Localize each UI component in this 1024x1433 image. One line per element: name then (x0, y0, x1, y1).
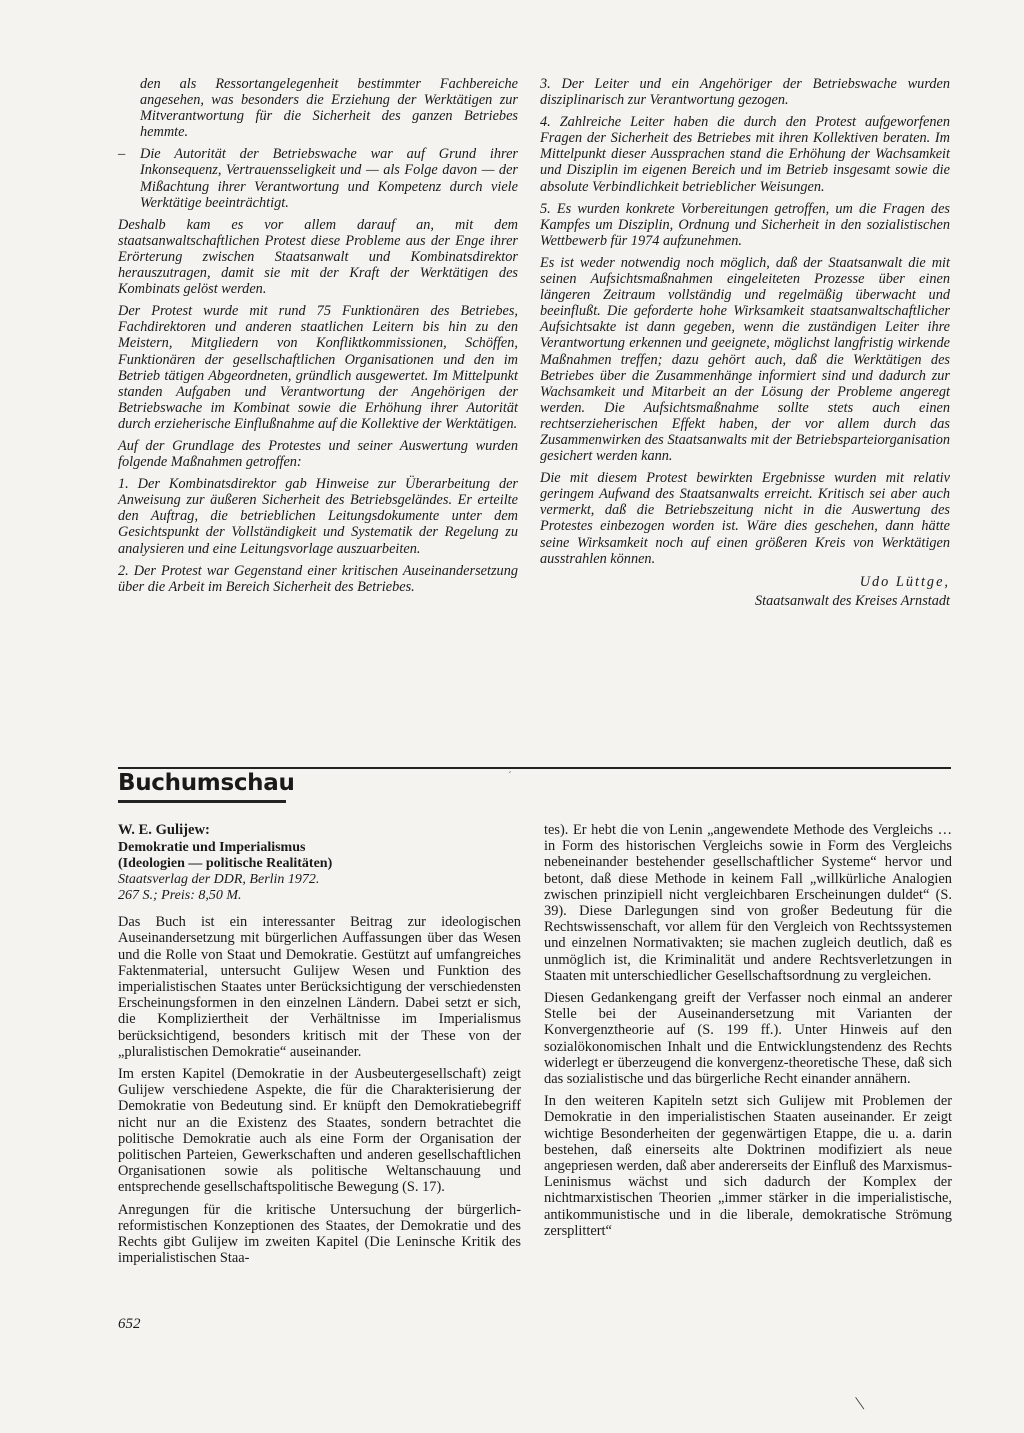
book-publisher (118, 872, 521, 904)
article-author-role: Staatsanwalt des Kreises Arnstadt (754, 592, 950, 609)
review-right-column (544, 822, 952, 1245)
review-paragraph: Anregungen für die kritische Untersuchung der bürgerlich-reformistischen Konzeptionen des Staates, der Demokratie und des Rechts gibt Gulijew im zweiten Kapitel (Die Leninsche Kritik des imperialistischen Staa- (118, 1201, 521, 1267)
review-paragraph: tes). Er hebt die von Lenin „angewendete Methode des Vergleichs … in Form des historischen Vergleichs sowie in Form des Vergleichs nebeneinander bestehender gesellschaftlicher Systeme“ hervor und betont, daß diese Methode in keinem Fall „willkürliche Analogien zwischen prinzipiell nicht vergleichbaren Erscheinungen duldet“ (S. 39). Diese Darlegungen sind von großer Bedeutung für die Rechtswissenschaft, vor allem für den Vergleich von Rechtssystemen und einzelnen Normativakten; sie machen zugleich deutlich, daß es unmöglich ist, die Kriminalität und andere Rechtsverletzungen in Staaten mit unterschiedlicher Gesellschaftsordnung zu vergleichen. (544, 822, 952, 984)
book-publisher-line: Staatsverlag der DDR, Berlin 1972. (118, 872, 320, 888)
article-left-column (118, 76, 518, 601)
stray-mark: ˊ (508, 770, 512, 782)
article-paragraph: Auf der Grundlage des Protestes und seiner Auswertung wurden folgende Maßnahmen getroffen: (118, 437, 518, 471)
book-author: W. E. Gulijew: (118, 822, 210, 838)
review-paragraph: Das Buch ist ein interessanter Beitrag zur ideologischen Auseinandersetzung mit bürgerlichen Auffassungen über das Wesen und die Rolle von Staat und Demokratie. Gestützt auf umfangreiches Faktenmaterial, untersucht Gulijew Wesen und Funktion des imperialistischen Staates unter Berücksichtigung der verschiedensten Erscheinungsformen in den einzelnen Ländern. Dabei setzt er sich, die Kompliziertheit der Verhältnisse im Imperialismus berücksichtigend, besonders kritisch mit der These von der „pluralistischen Demokratie“ auseinander. (118, 914, 521, 1060)
book-title: Demokratie und Imperialismus (118, 840, 306, 856)
corner-mark: | (853, 1394, 866, 1411)
article-right-column (540, 76, 950, 611)
article-list-item: 3. Der Leiter und ein Angehöriger der Betriebswache wurden disziplinarisch zur Verantwortung gezogen. (540, 76, 950, 109)
book-pages-price: 267 S.; Preis: 8,50 M. (118, 888, 242, 904)
article-paragraph: Der Protest wurde mit rund 75 Funktionären des Betriebes, Fachdirektoren und anderen staatlichen Leitern bis hin zu den Meistern, Mitgliedern von Konfliktkommissionen, Schöffen, Funktionären der gesellschaftlichen Organisationen und den im Betrieb tätigen Abgeordneten, gründlich ausgewertet. Im Mittelpunkt standen Aufgaben und Verantwortung der Angehörigen der Betriebswache im Kombinat sowie die Erhöhung ihrer Autorität durch erzieherische Einflußnahme auf die Kollektive der Werktätigen. (118, 303, 518, 432)
article-paragraph: Es ist weder notwendig noch möglich, daß der Staatsanwalt die mit seinen Aufsichtsmaßnahmen eingeleiteten Prozesse über einen längeren Zeitraum vollständig und regelmäßig überwacht und beeinflußt. Die geforderte hohe Wirksamkeit staatsanwaltschaftlicher Aufsichtsakte ist dann gegeben, wenn die zuständigen Leiter ihre Verantwortung erkennen und geeignete, möglichst langfristig wirkende Maßnahmen treffen; dazu gehört auch, daß die Werktätigen des Betriebes über die Zusammenhänge informiert sind und dadurch zur Wachsamkeit und Mitarbeit an der Lösung der Probleme angeregt werden. Die Aufsichtsmaßnahme sollte stets auch einen rechtserzieherischen Effekt haben, der vor allem durch das Zusammenwirken des Staatsanwalts mit der Betriebsparteiorganisation gesichert werden kann. (540, 254, 950, 465)
article-paragraph: Die mit diesem Protest bewirkten Ergebnisse wurden mit relativ geringem Aufwand des Staatsanwalts erreicht. Kritisch sei aber auch vermerkt, daß die Betriebszeitung nicht in die Auswertung des Protestes einbezogen worden ist. Wäre dies geschehen, dann hätte seine Wirksamkeit noch auf einen größeren Kreis von Werktätigen ausstrahlen können. (540, 470, 950, 567)
article-list-item: 1. Der Kombinatsdirektor gab Hinweise zur Überarbeitung der Anweisung zur äußeren Sicherheit des Betriebsgeländes. Er erteilte den Auftrag, die betrieblichen Leitungsdokumente unter dem Gesichtspunkt der Vollständigkeit und Systematik der Regelung zu analysieren und eine Leitungsvorlage auszuarbeiten. (118, 476, 518, 557)
review-paragraph: In den weiteren Kapiteln setzt sich Gulijew mit Problemen der Demokratie in den imperialistischen Staaten auseinander. Er zeigt wichtige Besonderheiten der gegenwärtigen Etappe, die u. a. darin bestehen, daß einerseits alte Doktrinen modifiziert als neue angepriesen werden, daß aber andererseits der Einfluß des Marxismus-Leninismus wächst und sich dadurch der Komplex der nichtmarxistischen Theorien „immer stärker in die imperialistische, antikommunistische und in die liberale, demokratische Strömung zersplittert“ (544, 1093, 952, 1239)
article-list-item: 2. Der Protest war Gegenstand einer kritischen Auseinandersetzung über die Arbeit im Bereich Sicherheit des Betriebes. (118, 562, 518, 595)
article-author-name: Udo Lüttge, (859, 573, 950, 590)
page-number: 652 (118, 1316, 141, 1332)
article-dash-item: – Die Autorität der Betriebswache war auf Grund ihrer Inkonsequenz, Vertrauensseligkeit und — als Folge davon — der Mißachtung ihrer Verantwortung und Kompetenz durch viele Werktätige beeinträchtigt. (118, 146, 518, 210)
book-subtitle: (Ideologien — politische Realitäten) (118, 856, 333, 872)
review-paragraph: Im ersten Kapitel (Demokratie in der Ausbeutergesellschaft) zeigt Gulijew verschiedene Aspekte, die für die Charakterisierung der Demokratie von Bedeutung sind. Er knüpft den Demokratiebegriff nicht nur an die Existenz des Staates, sondern betrachtet die politische Demokratie auch als eine Form der Organisation der politischen Parteien, Gewerkschaften und anderen gesellschaftlichen Organisationen sowie als politische Weltanschauung und entsprechende gesellschaftspolitische Bewegung (S. 17). (118, 1066, 521, 1196)
article-list-item: 5. Es wurden konkrete Vorbereitungen getroffen, um die Fragen des Kampfes um Disziplin, Ordnung und Sicherheit in den sozialistischen Wettbewerb für 1974 aufzunehmen. (540, 200, 950, 249)
article-paragraph: den als Ressortangelegenheit bestimmter Fachbereiche angesehen, was besonders die Erziehung der Werktätigen zur Mitverantwortung für die Sicherheit des ganzen Betriebes hemmte. (140, 76, 518, 141)
article-paragraph: Deshalb kam es vor allem darauf an, mit dem staatsanwaltschaftlichen Protest diese Probleme aus der Enge ihrer Erörterung zwischen Staatsanwalt und Kombinatsdirektor herauszutragen, damit sie mit der Kraft der Werktätigen des Kombinats gelöst werden. (118, 216, 518, 298)
section-heading-underline (118, 800, 286, 803)
review-paragraph: Diesen Gedankengang greift der Verfasser noch einmal an anderer Stelle bei der Auseinandersetzung mit Varianten der Konvergenztheorie auf (S. 199 ff.). Unter Hinweis auf den sozialökonomischen Inhalt und die Entwicklungstendenz des Rechts widerlegt er überzeugend die konvergenz-theoretische These, daß sich das sozialistische und das bürgerliche Recht einander annähern. (544, 990, 952, 1088)
section-heading: Buchumschau (118, 770, 295, 796)
section-divider (118, 767, 951, 769)
review-left-column (118, 822, 521, 1272)
article-list-item: 4. Zahlreiche Leiter haben die durch den Protest aufgeworfenen Fragen der Sicherheit des Betriebes mit ihren Kollektiven beraten. Im Mittelpunkt dieser Aussprachen stand die Erhöhung der Wachsamkeit und Disziplin im eigenen Bereich und im Betrieb insgesamt sowie die absolute Verbindlichkeit betrieblicher Weisungen. (540, 114, 950, 195)
article-signature (540, 573, 950, 611)
